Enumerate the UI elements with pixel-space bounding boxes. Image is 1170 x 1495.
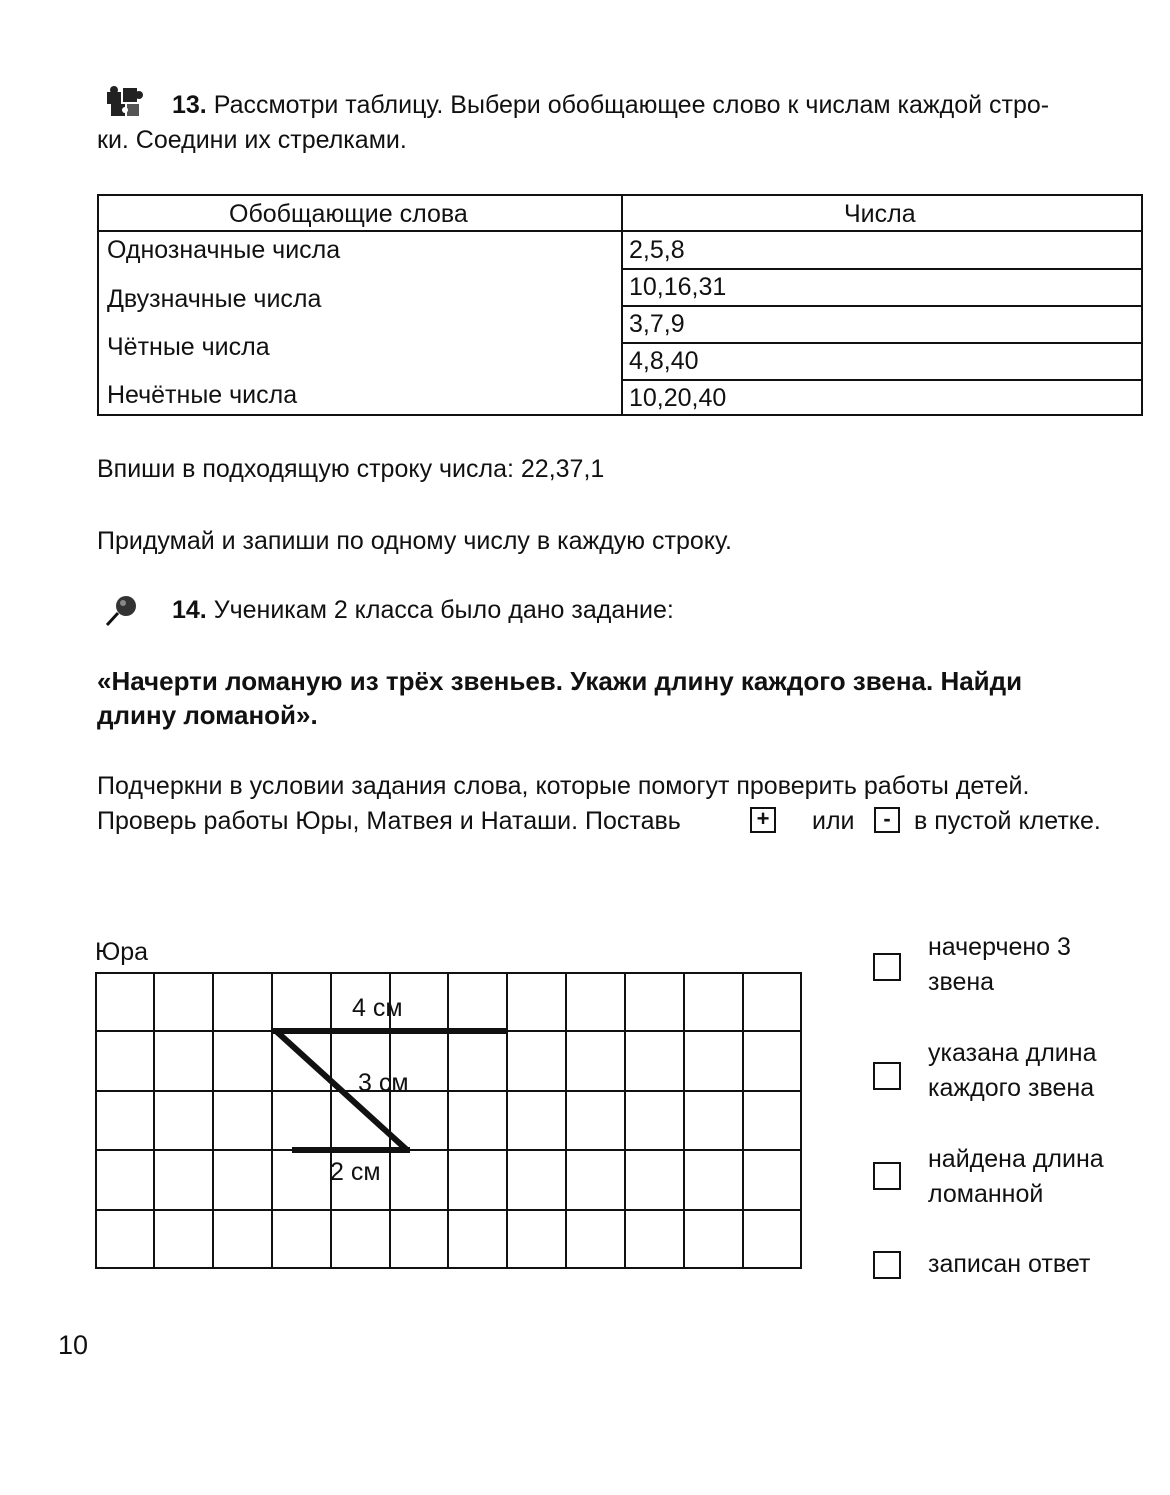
checklist-label [928, 930, 1071, 1000]
table-row-line [621, 342, 1141, 344]
task14-quote-line2: длину ломаной». [97, 700, 318, 730]
instruction-fill-numbers: Впиши в подходящую строку числа: 22,37,1 [97, 455, 605, 483]
checklist-box[interactable] [873, 1251, 901, 1279]
checklist-label-line: звена [928, 968, 995, 996]
label-4cm: 4 см [352, 994, 403, 1022]
table-left-cell: Чётные числа [107, 333, 270, 361]
table-header-line [99, 230, 1141, 232]
student-name-yura: Юра [95, 938, 149, 966]
checklist-label [928, 1247, 1090, 1282]
table-header-right: Числа [844, 200, 916, 228]
task13-text: Рассмотри таблицу. Выбери обобщающее слово к числам каждой стро- [213, 91, 1050, 119]
table-row-line [621, 379, 1141, 381]
checklist-label-line: начерчено 3 [928, 933, 1071, 961]
checklist-label-line: ломанной [928, 1180, 1044, 1208]
checklist-box[interactable] [873, 1162, 901, 1190]
table-row-line [621, 305, 1141, 307]
task14-para-line2-b: в пустой клетке. [914, 807, 1101, 835]
task14-para-line1: Подчеркни в условии задания слова, которые помогут проверить работы детей. [97, 772, 1030, 800]
minus-sign-box: - [874, 807, 900, 833]
task14-intro: Ученикам 2 класса было дано задание: [213, 596, 674, 624]
instruction-invent-numbers: Придумай и запиши по одному числу в каждую строку. [97, 527, 732, 555]
table-header-left: Обобщающие слова [229, 200, 468, 228]
label-2cm: 2 см [330, 1158, 381, 1186]
table-right-cell: 10,20,40 [629, 384, 727, 412]
checklist-label-line: найдена длина [928, 1145, 1104, 1173]
classification-table [97, 194, 1143, 416]
page-number: 10 [58, 1330, 89, 1360]
task13-number: 13. [172, 91, 207, 119]
table-left-cell: Однозначные числа [107, 236, 341, 264]
puzzle-icon [103, 84, 145, 120]
table-right-cell: 2,5,8 [629, 236, 685, 264]
task14-para-line2-a: Проверь работы Юры, Матвея и Наташи. Поставь [97, 807, 681, 835]
task14-quote-line1: «Начерти ломаную из трёх звеньев. Укажи длину каждого звена. Найди [97, 666, 1023, 696]
task13-line2: ки. Соедини их стрелками. [97, 126, 407, 154]
task14-number: 14. [172, 596, 207, 624]
task13-line1 [172, 88, 1049, 122]
plus-sign-box: + [750, 807, 776, 833]
checklist-label [928, 1142, 1104, 1212]
yura-grid [95, 972, 802, 1269]
magnifier-icon [102, 592, 142, 628]
checklist-label-line: указана длина [928, 1039, 1097, 1067]
task14-line [172, 593, 674, 627]
checklist-label [928, 1036, 1096, 1106]
table-left-cell: Двузначные числа [107, 285, 322, 313]
checklist-box[interactable] [873, 1062, 901, 1090]
table-right-cell: 4,8,40 [629, 347, 699, 375]
table-right-cell: 10,16,31 [629, 273, 727, 301]
checklist-box[interactable] [873, 953, 901, 981]
checklist-label-line: записан ответ [928, 1250, 1091, 1278]
checklist-label-line: каждого звена [928, 1074, 1095, 1102]
grid-lines [95, 972, 802, 1269]
table-left-cell: Нечётные числа [107, 381, 298, 409]
task14-para-or: или [812, 807, 855, 835]
label-3cm: 3 см [358, 1069, 409, 1097]
table-row-line [621, 268, 1141, 270]
table-right-cell: 3,7,9 [629, 310, 685, 338]
